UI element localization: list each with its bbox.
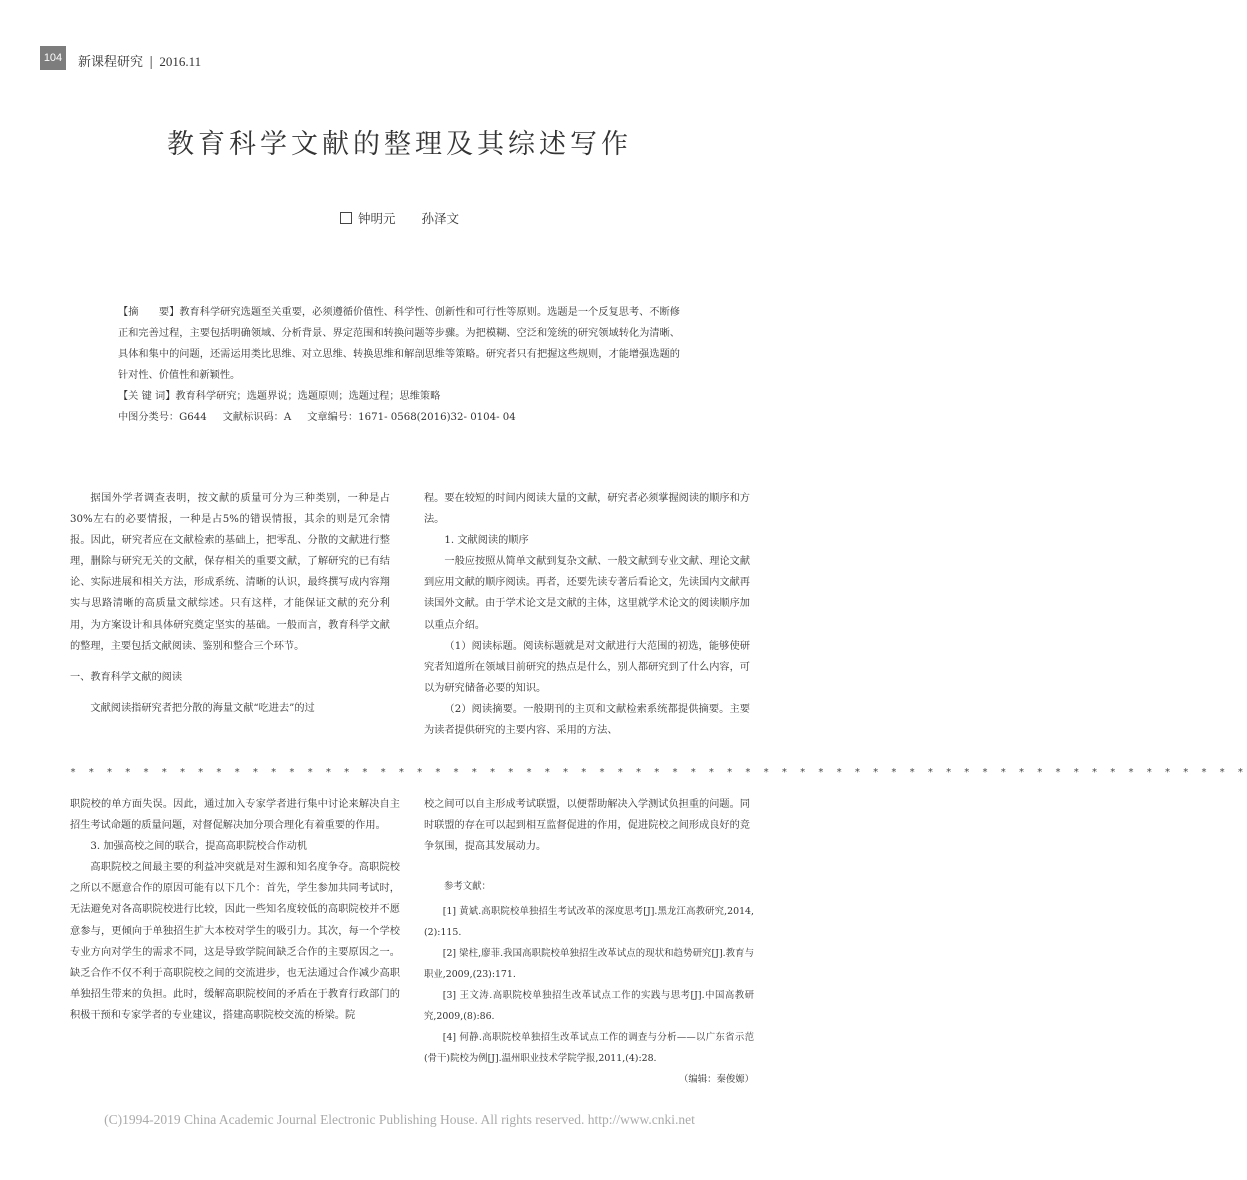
keywords-text: 教育科学研究；选题界说；选题原则；选题过程；思维策略 — [175, 391, 441, 402]
lower-right-column — [424, 794, 750, 857]
article-number: 文章编号：1671- 0568(2016)32- 0104- 04 — [307, 412, 516, 423]
reference-item: [4] 何静.高职院校单独招生改革试点工作的调查与分析——以广东省示范(骨干)院校为例[J].温州职业技术学院学报,2011,(4):28. — [424, 1032, 754, 1064]
upper-left-column — [70, 488, 390, 719]
keywords-paragraph — [118, 386, 680, 407]
author-2: 孙泽文 — [421, 211, 460, 226]
author-line — [0, 209, 799, 227]
editor-note: （编辑：秦俊嫄） — [678, 1074, 754, 1085]
reference-item: [1] 黄斌.高职院校单独招生考试改革的深度思考[J].黑龙江高教研究,2014,(2):115. — [424, 906, 754, 938]
lower-left-column — [70, 794, 400, 1026]
author-box-icon — [340, 212, 352, 224]
body-paragraph: （1）阅读标题。阅读标题就是对文献进行大范围的初选，能够使研究者知道所在领域目前研究的热点是什么，别人都研究到了什么内容，可以为研究储备必要的知识。 — [424, 640, 750, 694]
section-heading: 一、教育科学文献的阅读 — [70, 671, 183, 683]
references-heading: 参考文献： — [444, 881, 491, 892]
author-1: 钟明元 — [357, 211, 396, 226]
doc-code: 文献标识码：A — [222, 412, 292, 423]
reference-item: [3] 王文涛.高职院校单独招生改革试点工作的实践与思考[J].中国高教研究,2009,(8):86. — [424, 990, 754, 1022]
reference-item: [2] 梁柱,廖菲.我国高职院校单独招生改革试点的现状和趋势研究[J].教育与职业,2009,(23):171. — [424, 948, 754, 980]
body-paragraph: 文献阅读指研究者把分散的海量文献“吃进去”的过 — [90, 702, 315, 714]
article-divider: * * * * * * * * * * * * * * * * * * * * * * * * * * * * * * * * * * * * * * * * * * * * * * * * * * * * * * * * * * * * * * * * * — [70, 767, 1247, 778]
copyright-footer: (C)1994-2019 China Academic Journal Electronic Publishing House. All rights reserved. http://www.cnki.net — [104, 1112, 695, 1127]
article-title: 教育科学文献的整理及其综述写作 — [167, 129, 632, 160]
body-paragraph: 据国外学者调查表明，按文献的质量可分为三种类别，一种是占30%左右的必要情报，一种是占5%的错误情报，其余的则是冗余情报。因此，研究者应在文献检索的基础上，把零乱、分散的文献进行整理，删除与研究无关的文献，保存相关的重要文献，了解研究的已有结论、实际进展和相关方法，形成系统、清晰的认识，最终撰写成内容翔实与思路清晰的高质量文献综述。只有这样，才能保证文献的充分利用，为方案设计和具体研究奠定坚实的基础。一般而言，教育科学文献的整理，主要包括文献阅读、鉴别和整合三个环节。 — [70, 493, 390, 652]
journal-issue: 2016.11 — [159, 54, 202, 69]
journal-name: 新课程研究 — [78, 55, 144, 70]
abstract-paragraph — [118, 302, 680, 386]
body-paragraph: 高职院校之间最主要的利益冲突就是对生源和知名度争夺。高职院校之所以不愿意合作的原因可能有以下几个：首先，学生参加共同考试时，无法避免对各高职院校进行比较，因此一些知名度较低的高职院校并不愿意参与，更倾向于单独招生扩大本校对学生的吸引力。其次，每一个学校专业方向对学生的需求不同，这是导致学院间缺乏合作的主要原因之一。缺乏合作不仅不利于高职院校之间的交流进步，也无法通过合作减少高职单独招生带来的负担。此时，缓解高职院校间的矛盾在于教育行政部门的积极干预和专家学者的专业建议，搭建高职院校交流的桥梁。院 — [70, 862, 400, 1021]
body-paragraph: 一般应按照从简单文献到复杂文献、一般文献到专业文献、理论文献到应用文献的顺序阅读。再者，还要先读专著后看论文，先读国内文献再读国外文献。由于学术论文是文献的主体，这里就学术论文的阅读顺序加以重点介绍。 — [424, 556, 751, 631]
page-number: 104 — [40, 46, 66, 70]
class-number: 中图分类号：G644 — [118, 412, 207, 423]
body-paragraph: 程。要在较短的时间内阅读大量的文献，研究者必须掌握阅读的顺序和方法。 — [424, 493, 750, 526]
running-header — [78, 51, 201, 70]
body-paragraph: 职院校的单方面失误。因此，通过加入专家学者进行集中讨论来解决自主招生考试命题的质量问题，对督促解决加分项合理化有着重要的作用。 — [70, 799, 400, 832]
references — [424, 876, 754, 1090]
classification-line — [118, 407, 680, 428]
abstract-label: 【摘 要】 — [118, 307, 180, 318]
section-heading: 3. 加强高校之间的联合，提高高职院校合作动机 — [90, 841, 308, 853]
body-paragraph: 校之间可以自主形成考试联盟，以便帮助解决入学测试负担重的问题。同时联盟的存在可以起到相互监督促进的作用，促进院校之间形成良好的竞争氛围，提高其发展动力。 — [424, 799, 750, 853]
keywords-label: 【关 键 词】 — [118, 391, 176, 402]
header-separator: | — [149, 55, 154, 70]
subsection-heading: 1. 文献阅读的顺序 — [444, 535, 529, 547]
abstract-block — [118, 302, 680, 428]
upper-right-column — [424, 488, 750, 741]
body-paragraph: （2）阅读摘要。一般期刊的主页和文献检索系统都提供摘要。主要为读者提供研究的主要内容、采用的方法、 — [424, 703, 750, 737]
abstract-text: 教育科学研究选题至关重要，必须遵循价值性、科学性、创新性和可行性等原则。选题是一个反复思考、不断修正和完善过程，主要包括明确领域、分析背景、界定范围和转换问题等步骤。为把模糊、空泛和笼统的研究领域转化为清晰、具体和集中的问题，还需运用类比思维、对立思维、转换思维和解剖思维等策略。研究者只有把握这些规则，才能增强选题的针对性、价值性和新颖性。 — [118, 307, 680, 381]
